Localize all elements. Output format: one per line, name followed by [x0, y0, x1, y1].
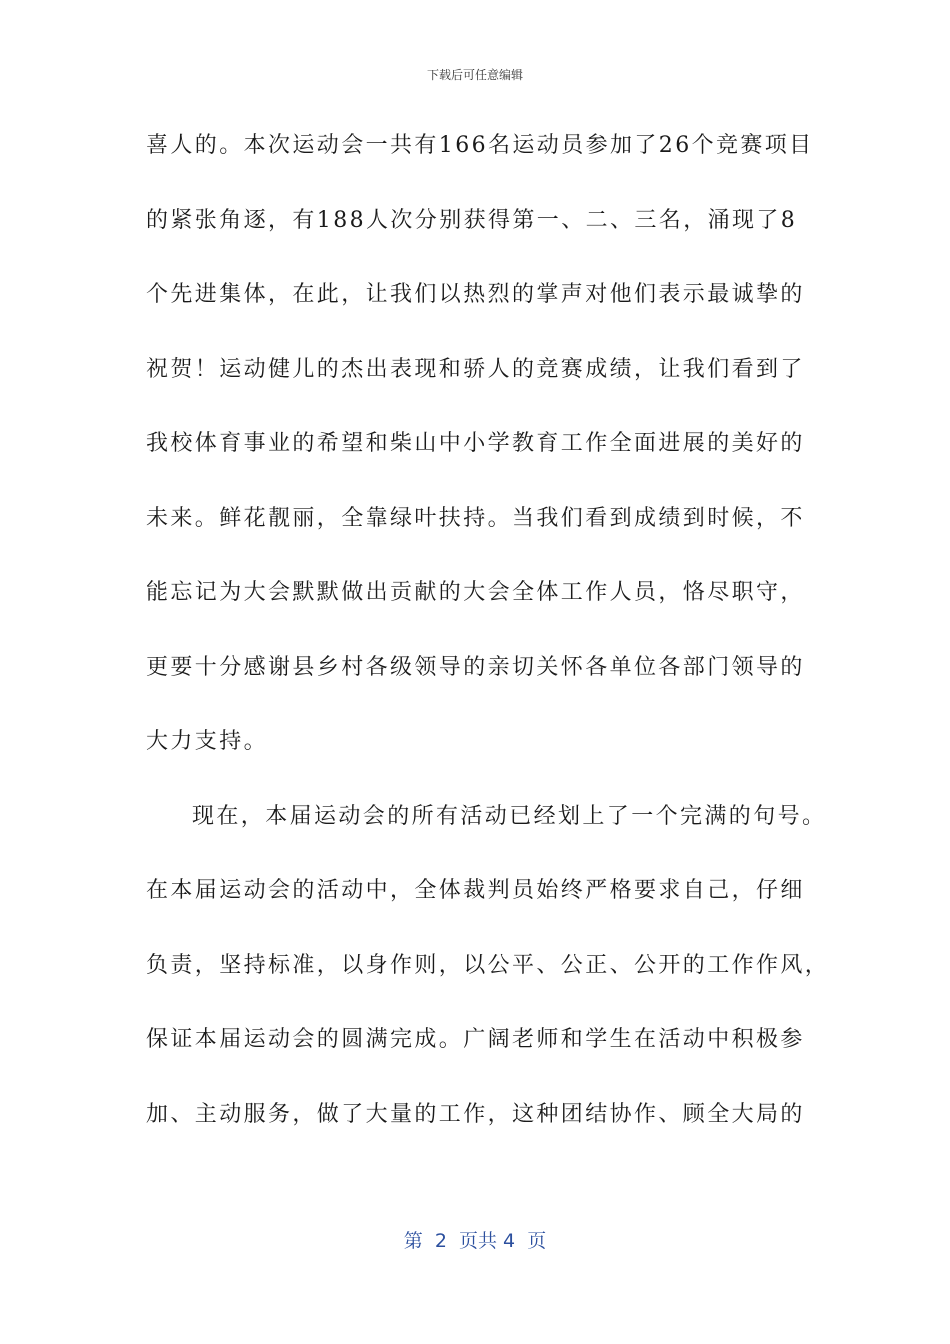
paragraph-line: 大力支持。: [146, 729, 269, 754]
page-number-footer: [0, 1226, 950, 1253]
document-body: [146, 126, 830, 1169]
paragraph-line: 未来。鲜花靓丽，全靠绿叶扶持。当我们看到成绩到时候，不: [146, 505, 805, 531]
paragraph-line: 个先进集体，在此，让我们以热烈的掌声对他们表示最诚挚的: [146, 282, 805, 307]
page-header: 下载后可任意编辑: [426, 68, 523, 82]
paragraph-line: 负责，坚持标准，以身作则，以公平、公正、公开的工作作风，: [146, 952, 830, 978]
page-number-text: 第 2 页共 4 页: [403, 1230, 547, 1252]
paragraph-line: 在本届运动会的活动中，全体裁判员始终严格要求自己，仔细: [146, 878, 805, 903]
paragraph-first-line: 现在，本届运动会的所有活动已经划上了一个完满的句号。: [192, 803, 827, 829]
paragraph-line: 我校体育事业的希望和柴山中小学教育工作全面进展的美好的: [146, 431, 805, 456]
paragraph-line: 能忘记为大会默默做出贡献的大会全体工作人员，恪尽职守，: [146, 580, 805, 605]
paragraph-line: 喜人的。本次运动会一共有166名运动员参加了26个竞赛项目: [146, 133, 814, 158]
paragraph-line: 加、主动服务，做了大量的工作，这种团结协作、顾全大局的: [146, 1101, 805, 1127]
paragraph-line: 的紧张角逐，有188人次分别获得第一、二、三名，涌现了8: [146, 207, 798, 233]
paragraph-line: 祝贺！运动健儿的杰出表现和骄人的竞赛成绩，让我们看到了: [146, 356, 805, 382]
paragraph-line: 保证本届运动会的圆满完成。广阔老师和学生在活动中积极参: [146, 1027, 805, 1052]
paragraph-line: 更要十分感谢县乡村各级领导的亲切关怀各单位各部门领导的: [146, 654, 805, 680]
